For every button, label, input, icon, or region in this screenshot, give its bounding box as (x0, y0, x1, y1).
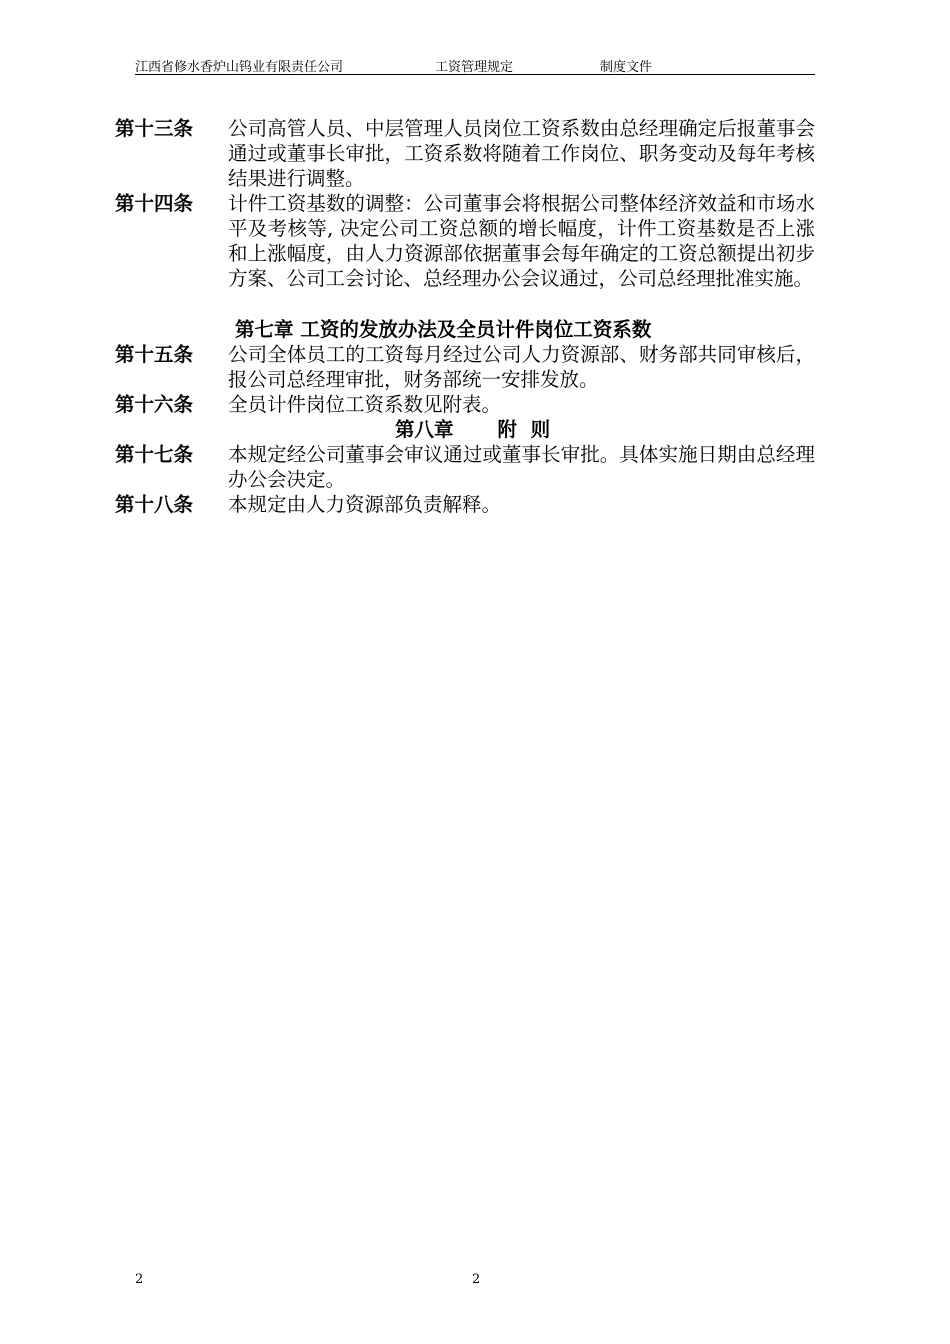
article-13 (115, 116, 815, 191)
document-body (115, 116, 815, 517)
article-label: 第十七条 (115, 443, 194, 466)
article-text: 公司全体员工的工资每月经过公司人力资源部、财务部共同审核后，报公司总经理审批，财务部统一安排发放。 (228, 343, 815, 391)
article-text: 计件工资基数的调整：公司董事会将根据公司整体经济效益和市场水平及考核等, 决定公司工资总额的增长幅度，计件工资基数是否上涨和上涨幅度，由人力资源部依据董事会每年确定的工资总额提出初步方案、公司工会讨论、总经理办公会议通过，公司总经理批准实施。 (228, 192, 815, 290)
article-text: 本规定由人力资源部负责解释。 (228, 493, 502, 516)
article-16 (115, 392, 815, 417)
chapter-title: 工资的发放办法及全员计件岗位工资系数 (300, 318, 652, 341)
article-label: 第十八条 (115, 493, 194, 516)
chapter-8-heading (115, 417, 815, 442)
article-label: 第十三条 (115, 117, 194, 140)
article-18 (115, 492, 815, 517)
article-14 (115, 191, 815, 291)
footer-page-number-center: 2 (472, 1272, 481, 1287)
article-label: 第十五条 (115, 343, 194, 366)
chapter-title: 附 则 (497, 418, 551, 441)
article-text: 全员计件岗位工资系数见附表。 (228, 393, 502, 416)
footer-page-number-left: 2 (135, 1272, 144, 1287)
article-label: 第十六条 (115, 393, 194, 416)
header-company-name: 江西省修水香炉山钨业有限责任公司 (135, 60, 344, 75)
article-label: 第十四条 (115, 192, 194, 215)
chapter-7-heading (115, 317, 815, 342)
article-15 (115, 342, 815, 392)
chapter-number: 第七章 (235, 318, 294, 341)
article-17 (115, 442, 815, 492)
page-header (135, 56, 815, 75)
chapter-number: 第八章 (395, 418, 454, 441)
header-document-title: 工资管理规定 (435, 60, 514, 75)
article-text: 公司高管人员、中层管理人员岗位工资系数由总经理确定后报董事会通过或董事长审批，工资系数将随着工作岗位、职务变动及每年考核结果进行调整。 (228, 117, 815, 190)
header-document-type: 制度文件 (600, 60, 653, 75)
article-text: 本规定经公司董事会审议通过或董事长审批。具体实施日期由总经理办公会决定。 (228, 443, 815, 491)
